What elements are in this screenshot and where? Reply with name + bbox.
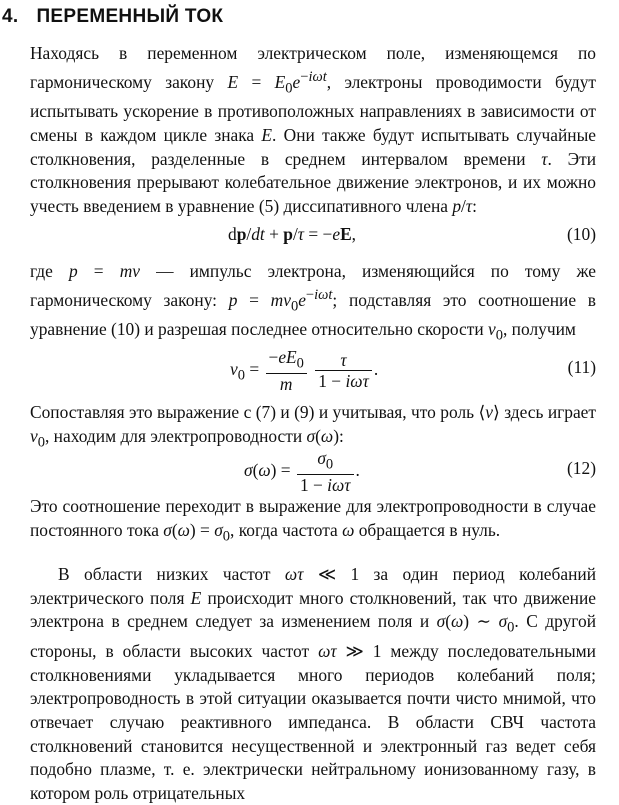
- paragraph-1: Находясь в переменном электрическом поле, изменяющемся по гармоническому закону $E = E_0e^{-i\omega t}$, электроны проводимости будут испытывать ускорение в противоположных направлениях в зависимости от смены в каждом цикле знака E. Они также будут испытывать случайные столкновения, разделенные в среднем интервалом времени τ. Эти столкновения прерывают колебательное движение электронов, и их можно учесть введением в уравнение (5) диссипативного члена p/τ:: [30, 43, 597, 216]
- equation-number: (10): [567, 224, 596, 244]
- paragraph-2: где p = mv — импульс электрона, изменяющийся по тому же гармоническому закону: $p = mv_0e^{-i\omega t}$; подставляя это соотношение в уравнение (10) и разрешая последнее относительно скорости $v_0$, получим: [30, 261, 596, 344]
- section-number: 4.: [2, 6, 19, 27]
- paragraph-5: В области низких частот ωτ ≪ 1 за один период колебаний электрического поля E происходит много столкновений, так что движение электрона в среднем следует за изменением поля и σ(ω) ∼ $\sigma_0$. С другой стороны, в области высоких частот ωτ ≫ 1 между последовательными столкновениями укладывается много периодов колебаний поля; электропроводность в этой ситуации оказывается почти чисто мнимой, что отвечает случаю реактивного импеданса. В области СВЧ частота столкновений становится несущественной и электронный газ ведет себя подобно плазме, т. е. электрически нейтральному ионизованному газу, в котором роль отрицательных: [30, 564, 597, 803]
- section-title: ПЕРЕМЕННЫЙ ТОК: [36, 6, 224, 27]
- equation-number: (12): [567, 458, 596, 478]
- equation-11: $v_0$ = $\frac{-eE_0}{m}$ $\frac{\tau}{\text{1 − iωτ}}$ . (11): [230, 347, 596, 395]
- paragraph-3: Сопоставляя это выражение с (7) и (9) и учитывая, что роль ⟨v⟩ здесь играет $v_0$, находим для электропроводности σ(ω):: [30, 402, 596, 451]
- paragraph-4: Это соотношение переходит в выражение для электропроводности в случае постоянного тока $\sigma(\omega) = \sigma_0$, когда частота ω обращается в нуль.: [30, 496, 596, 545]
- equation-12: σ(ω) = $\frac{\sigma_0}{\text{1 − iωτ}}$ . (12): [244, 448, 596, 496]
- equation-number: (11): [567, 357, 596, 377]
- equation-10: dp/dt + p/τ = −eE, (10): [228, 224, 596, 244]
- section-heading: [2, 6, 223, 28]
